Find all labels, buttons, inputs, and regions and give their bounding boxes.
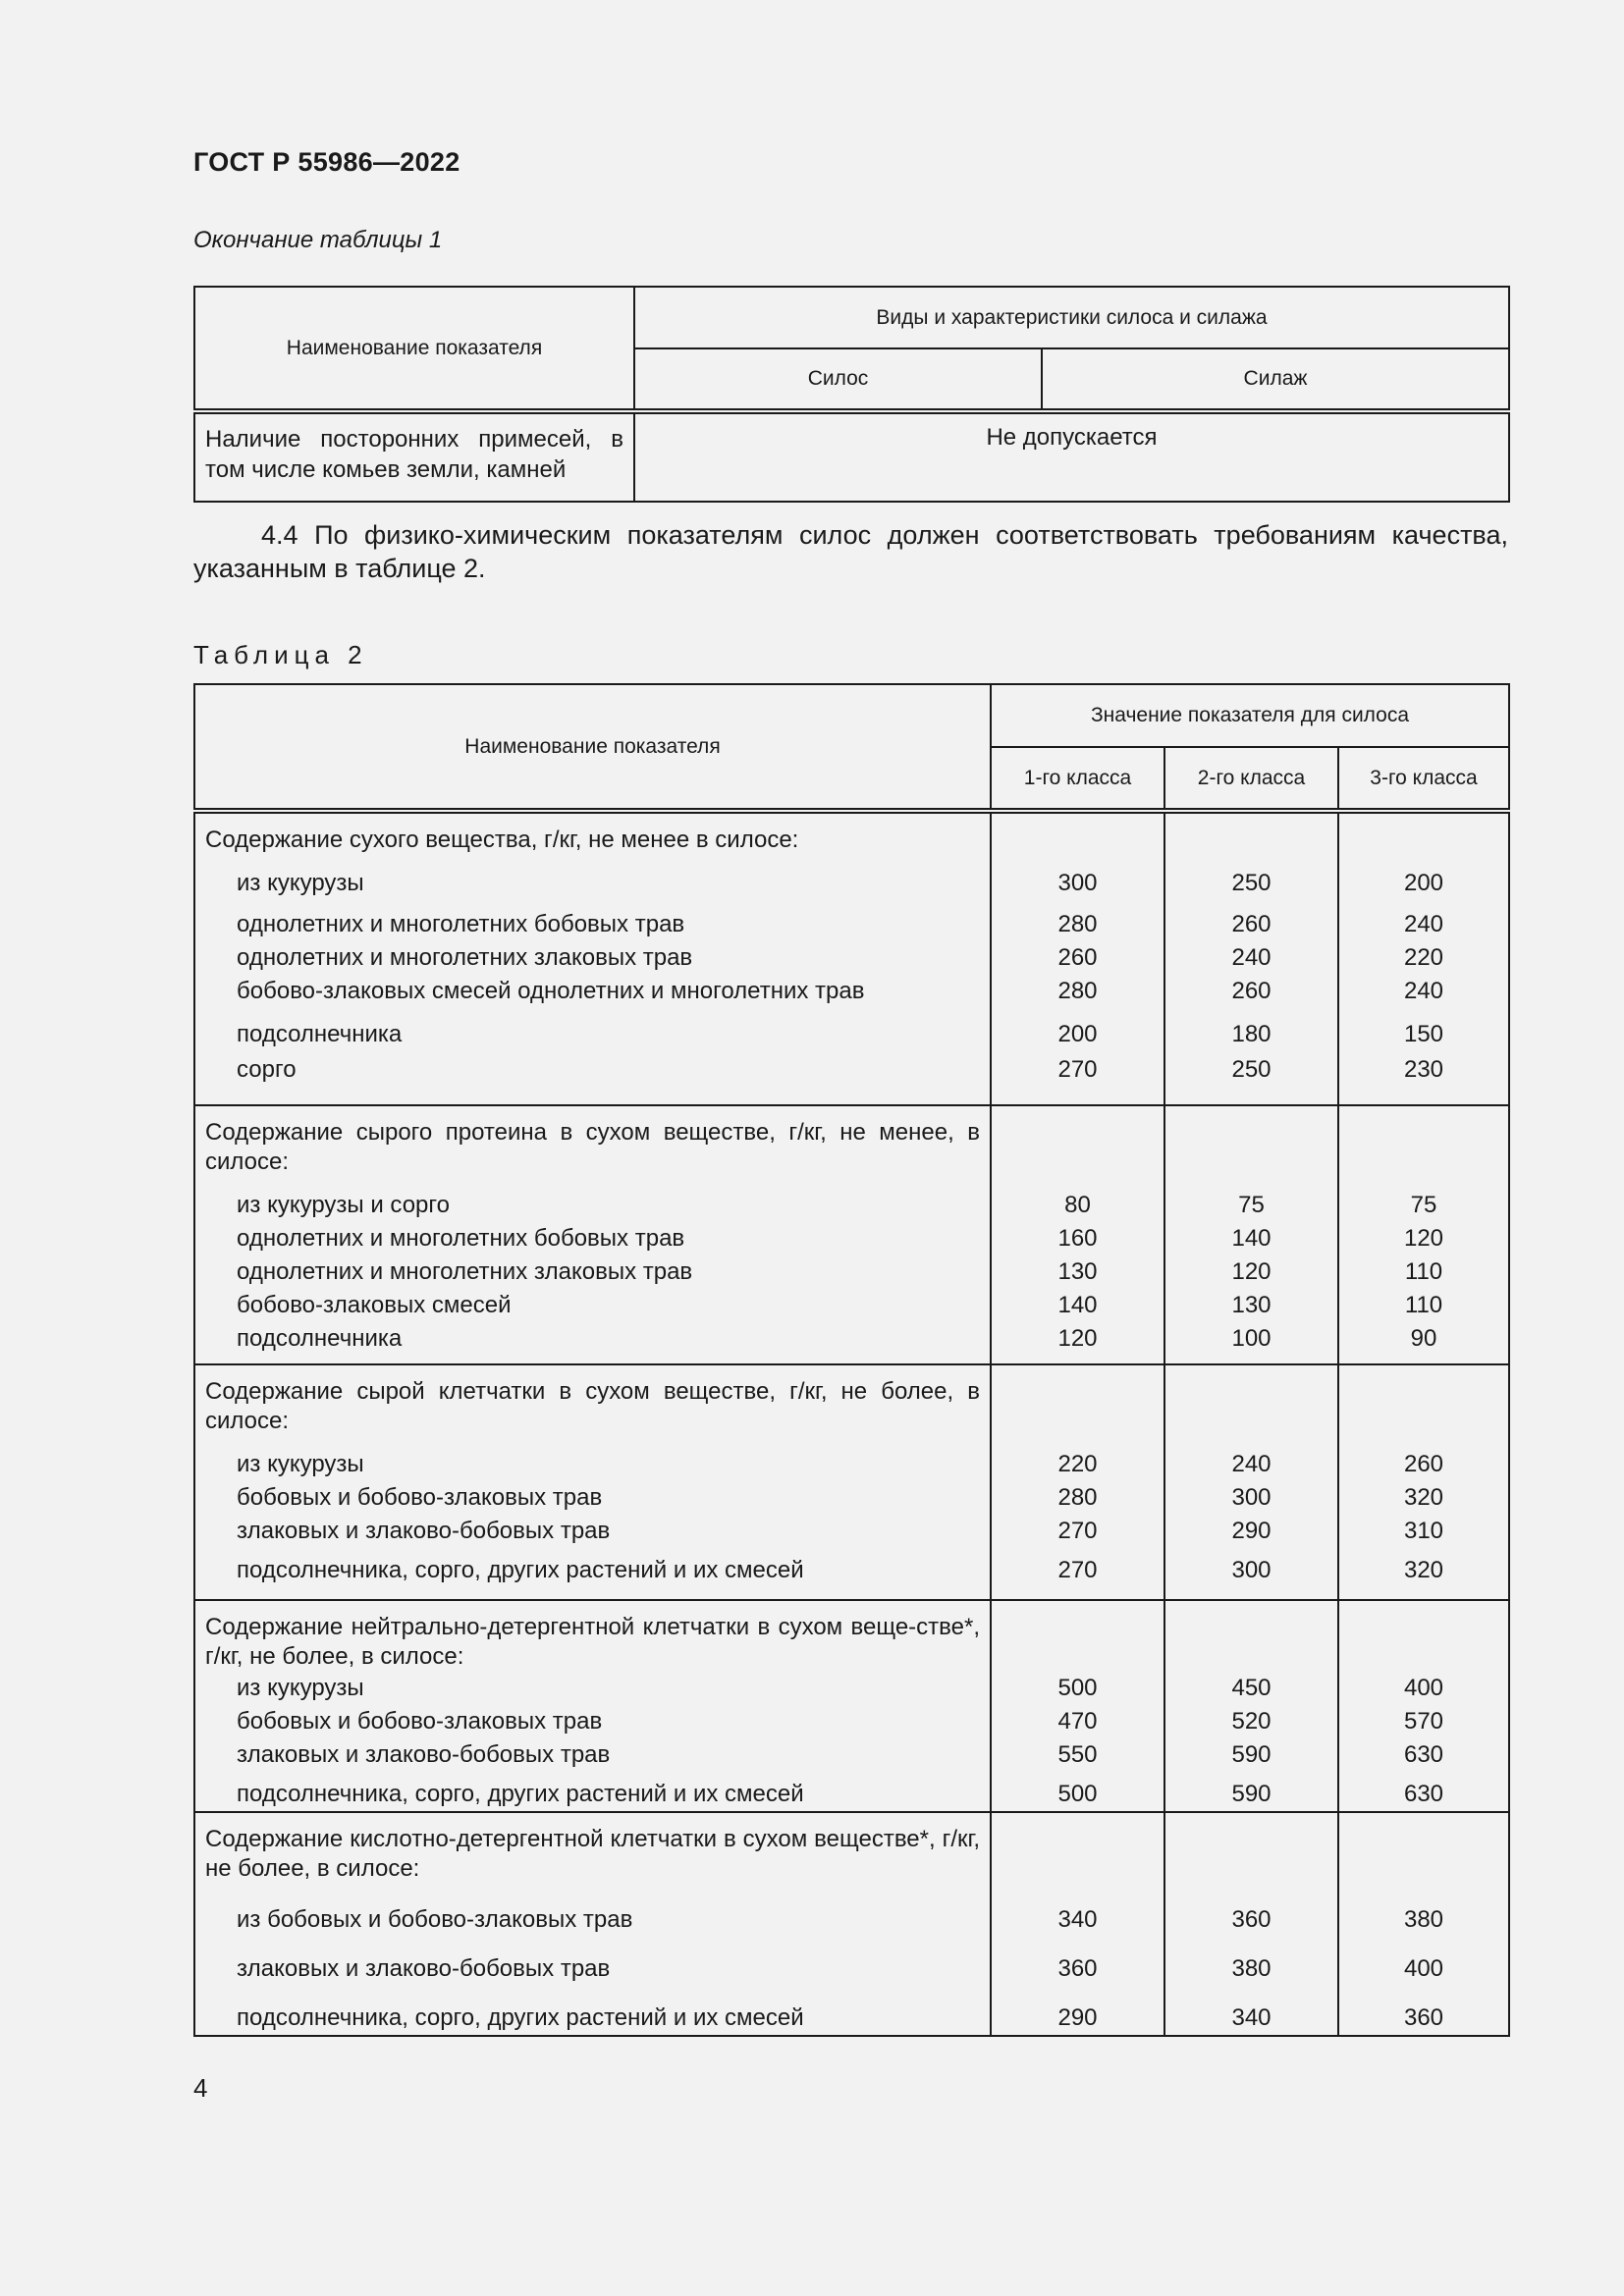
table2-value: 630 bbox=[1403, 1781, 1444, 1807]
table2-value: 590 bbox=[1231, 1741, 1272, 1768]
table2-value: 200 bbox=[1057, 1021, 1098, 1047]
table2-class2-values bbox=[1164, 1364, 1338, 1600]
table2-value: 260 bbox=[1231, 978, 1272, 1004]
table2-value: 630 bbox=[1403, 1741, 1444, 1768]
table2-value: 240 bbox=[1231, 1451, 1272, 1477]
table2-value: 90 bbox=[1410, 1325, 1437, 1352]
table2-group-heading: Содержание сырого протеина в сухом веществе, г/кг, не менее, в силосе: bbox=[205, 1119, 980, 1175]
table2-label: Таблица 2 bbox=[193, 640, 368, 669]
table2-group-row bbox=[194, 1600, 1509, 1812]
table2-value: 75 bbox=[1410, 1192, 1437, 1218]
table2-value: 140 bbox=[1231, 1225, 1272, 1252]
table2-row-name: подсолнечника, сорго, других растений и их смесей bbox=[237, 1781, 804, 1807]
table2-value: 150 bbox=[1403, 1021, 1444, 1047]
table2-value: 240 bbox=[1231, 944, 1272, 971]
table2-row-name: однолетних и многолетних бобовых трав bbox=[237, 911, 685, 937]
table-2 bbox=[193, 683, 1510, 2037]
table2-value: 120 bbox=[1403, 1225, 1444, 1252]
paragraph-4-4: 4.4 По физико-химическим показателям силос должен соответствовать требованиям качества, указанным в таблице 2. bbox=[193, 520, 1508, 583]
table2-class1-values bbox=[991, 1105, 1164, 1364]
table1-silazh-header: Силаж bbox=[1042, 348, 1509, 411]
table2-row-name: однолетних и многолетних бобовых трав bbox=[237, 1225, 685, 1252]
table2-name-header: Наименование показателя bbox=[194, 684, 991, 811]
table2-value: 520 bbox=[1231, 1708, 1272, 1735]
table1-row-value: Не допускается bbox=[634, 411, 1509, 502]
table2-class1-values bbox=[991, 811, 1164, 1105]
table2-row-name: злаковых и злаково-бобовых трав bbox=[237, 1741, 611, 1768]
table2-class2-values bbox=[1164, 1812, 1338, 2036]
table2-value: 280 bbox=[1057, 978, 1098, 1004]
table2-value: 290 bbox=[1231, 1518, 1272, 1544]
document-code: ГОСТ Р 55986—2022 bbox=[193, 147, 460, 177]
table2-class2-values bbox=[1164, 811, 1338, 1105]
table2-group-heading: Содержание кислотно-детергентной клетчатки в сухом веществе*, г/кг, не более, в силосе: bbox=[205, 1826, 980, 1882]
table2-row-name: из бобовых и бобово-злаковых трав bbox=[237, 1906, 633, 1933]
table2-row-name: однолетних и многолетних злаковых трав bbox=[237, 944, 693, 971]
table2-class1-values bbox=[991, 1812, 1164, 2036]
table2-value: 360 bbox=[1057, 1955, 1098, 1982]
table2-class1-header: 1-го класса bbox=[991, 747, 1164, 811]
table2-value: 75 bbox=[1238, 1192, 1265, 1218]
table2-row-name: бобовых и бобово-злаковых трав bbox=[237, 1708, 603, 1735]
table2-group-row bbox=[194, 1812, 1509, 2036]
table2-row-name: подсолнечника, сорго, других растений и их смесей bbox=[237, 1557, 804, 1583]
table2-value: 500 bbox=[1057, 1675, 1098, 1701]
table2-group-row bbox=[194, 1364, 1509, 1600]
table2-value: 110 bbox=[1404, 1258, 1443, 1285]
table2-value: 300 bbox=[1231, 1557, 1272, 1583]
table2-value: 120 bbox=[1231, 1258, 1272, 1285]
table2-row-name: подсолнечника bbox=[237, 1325, 403, 1352]
table2-value: 280 bbox=[1057, 1484, 1098, 1511]
table2-value: 400 bbox=[1403, 1955, 1444, 1982]
table2-value: 400 bbox=[1403, 1675, 1444, 1701]
table2-value: 230 bbox=[1403, 1056, 1444, 1083]
table2-value: 380 bbox=[1231, 1955, 1272, 1982]
table2-class3-values bbox=[1338, 1364, 1509, 1600]
table-1 bbox=[193, 286, 1510, 503]
table2-value: 570 bbox=[1403, 1708, 1444, 1735]
table2-value: 310 bbox=[1403, 1518, 1444, 1544]
table2-value: 240 bbox=[1403, 911, 1444, 937]
table2-group-row bbox=[194, 1105, 1509, 1364]
table2-value: 360 bbox=[1403, 2004, 1444, 2031]
table2-value: 450 bbox=[1231, 1675, 1272, 1701]
table2-row-name: из кукурузы bbox=[237, 1451, 364, 1477]
table2-value: 260 bbox=[1057, 944, 1098, 971]
page-number: 4 bbox=[193, 2073, 208, 2103]
table2-class3-values bbox=[1338, 1812, 1509, 2036]
table2-value: 360 bbox=[1231, 1906, 1272, 1933]
table2-row-name: бобово-злаковых смесей однолетних и многолетних трав bbox=[237, 978, 865, 1004]
table2-group-heading: Содержание сухого вещества, г/кг, не менее в силосе: bbox=[205, 827, 799, 853]
table2-value: 250 bbox=[1231, 870, 1272, 896]
table2-class1-values bbox=[991, 1600, 1164, 1812]
table2-class3-values bbox=[1338, 1105, 1509, 1364]
table-continuation-label: Окончание таблицы 1 bbox=[193, 227, 443, 253]
table2-value: 130 bbox=[1057, 1258, 1098, 1285]
table2-group-heading: Содержание нейтрально-детергентной клетчатки в сухом веще-стве*, г/кг, не более, в силосе: bbox=[205, 1614, 980, 1670]
table2-value: 300 bbox=[1057, 870, 1098, 896]
table2-value: 320 bbox=[1403, 1484, 1444, 1511]
table2-class3-values bbox=[1338, 1600, 1509, 1812]
table2-class2-values bbox=[1164, 1600, 1338, 1812]
table2-row-name: подсолнечника bbox=[237, 1021, 403, 1047]
table2-value: 280 bbox=[1057, 911, 1098, 937]
table2-value: 380 bbox=[1403, 1906, 1444, 1933]
table2-value: 260 bbox=[1231, 911, 1272, 937]
table2-value: 250 bbox=[1231, 1056, 1272, 1083]
table1-silos-header: Силос bbox=[634, 348, 1042, 411]
table2-row-name: подсолнечника, сорго, других растений и их смесей bbox=[237, 2004, 804, 2031]
table2-group-header: Значение показателя для силоса bbox=[991, 684, 1509, 747]
table2-value: 200 bbox=[1403, 870, 1444, 896]
table2-value: 340 bbox=[1231, 2004, 1272, 2031]
table2-class2-header: 2-го класса bbox=[1164, 747, 1338, 811]
table2-value: 220 bbox=[1403, 944, 1444, 971]
table2-value: 260 bbox=[1403, 1451, 1444, 1477]
table2-value: 140 bbox=[1057, 1292, 1098, 1318]
table2-value: 550 bbox=[1057, 1741, 1098, 1768]
table2-group-heading: Содержание сырой клетчатки в сухом веществе, г/кг, не более, в силосе: bbox=[205, 1378, 980, 1434]
table2-row-name: бобово-злаковых смесей bbox=[237, 1292, 512, 1318]
table2-class2-values bbox=[1164, 1105, 1338, 1364]
table2-value: 590 bbox=[1231, 1781, 1272, 1807]
table2-row-name: злаковых и злаково-бобовых трав bbox=[237, 1518, 611, 1544]
table1-row-name: Наличие посторонних примесей, в том числе комьев земли, камней bbox=[194, 411, 634, 502]
table2-value: 180 bbox=[1231, 1021, 1272, 1047]
table2-value: 340 bbox=[1057, 1906, 1098, 1933]
table2-value: 160 bbox=[1057, 1225, 1098, 1252]
table2-row-name: из кукурузы и сорго bbox=[237, 1192, 450, 1218]
table2-value: 110 bbox=[1404, 1292, 1443, 1318]
table1-name-header: Наименование показателя bbox=[194, 287, 634, 411]
table2-value: 270 bbox=[1057, 1557, 1098, 1583]
table2-value: 270 bbox=[1057, 1518, 1098, 1544]
table2-row-name: однолетних и многолетних злаковых трав bbox=[237, 1258, 693, 1285]
table2-value: 130 bbox=[1231, 1292, 1272, 1318]
table2-value: 80 bbox=[1064, 1192, 1091, 1218]
table2-value: 290 bbox=[1057, 2004, 1098, 2031]
table2-value: 300 bbox=[1231, 1484, 1272, 1511]
table2-value: 270 bbox=[1057, 1056, 1098, 1083]
table2-row-name: злаковых и злаково-бобовых трав bbox=[237, 1955, 611, 1982]
table2-class3-header: 3-го класса bbox=[1338, 747, 1509, 811]
table2-row-name: сорго bbox=[237, 1056, 297, 1083]
table2-row-name: бобовых и бобово-злаковых трав bbox=[237, 1484, 603, 1511]
table2-class1-values bbox=[991, 1364, 1164, 1600]
table2-value: 240 bbox=[1403, 978, 1444, 1004]
table2-value: 120 bbox=[1057, 1325, 1098, 1352]
table2-row-name: из кукурузы bbox=[237, 870, 364, 896]
table2-value: 470 bbox=[1057, 1708, 1098, 1735]
table2-value: 220 bbox=[1057, 1451, 1098, 1477]
table2-class3-values bbox=[1338, 811, 1509, 1105]
table2-value: 500 bbox=[1057, 1781, 1098, 1807]
table2-group-row bbox=[194, 811, 1509, 1105]
table1-group-header: Виды и характеристики силоса и силажа bbox=[634, 287, 1509, 348]
table2-row-name: из кукурузы bbox=[237, 1675, 364, 1701]
table2-value: 320 bbox=[1403, 1557, 1444, 1583]
table2-value: 100 bbox=[1231, 1325, 1272, 1352]
